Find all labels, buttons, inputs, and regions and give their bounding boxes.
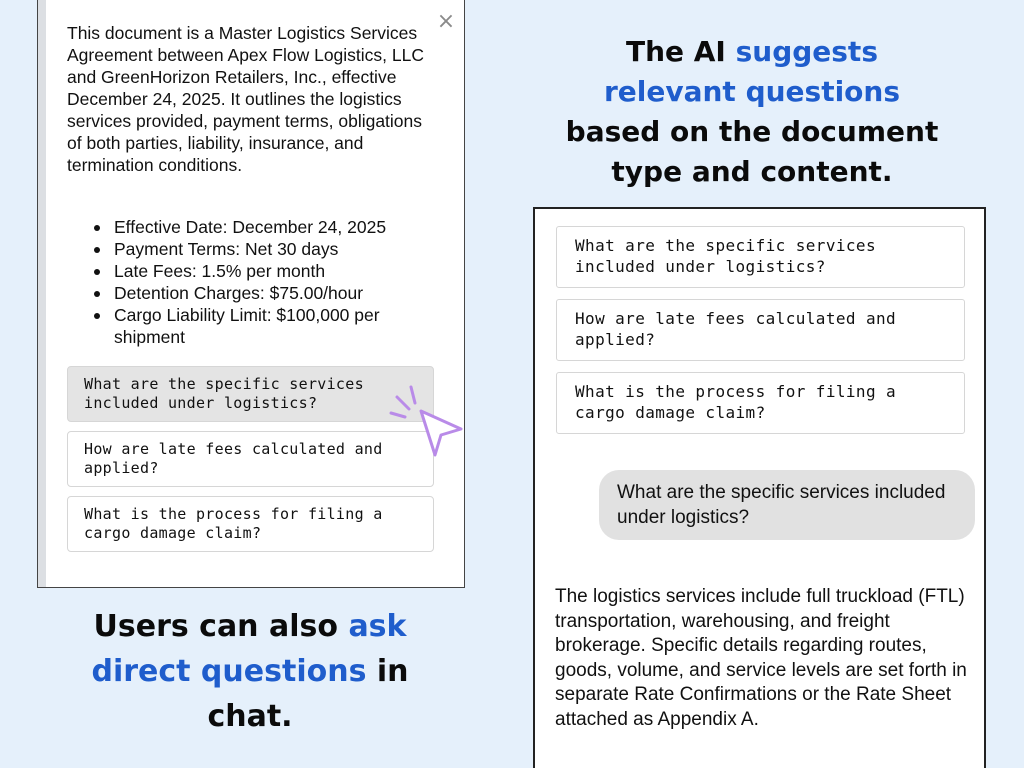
suggested-question-button[interactable]: What are the specific services included under logistics? xyxy=(67,366,434,422)
key-term-item: Late Fees: 1.5% per month xyxy=(94,260,454,282)
panel-scroll-edge xyxy=(38,0,46,587)
chat-panel xyxy=(533,207,986,768)
key-term-item: Cargo Liability Limit: $100,000 per shipment xyxy=(94,304,454,348)
ai-answer-text: The logistics services include full truckload (FTL) transportation, warehousing, and freight brokerage. Specific details regarding routes, goods, volume, and service levels are set forth in separate Rate Confirmations or the Rate Sheet attached as Appendix A. xyxy=(555,586,967,730)
headline-accent-text: ask direct questions xyxy=(91,609,407,689)
suggested-question-button[interactable]: How are late fees calculated and applied? xyxy=(556,299,965,361)
headline-text: The AI xyxy=(625,35,736,68)
key-term-item: Detention Charges: $75.00/hour xyxy=(94,282,454,304)
headline-text: Users can also xyxy=(93,609,349,644)
suggested-question-button[interactable]: What is the process for filing a cargo damage claim? xyxy=(556,372,965,434)
suggested-question-button[interactable]: What are the specific services included under logistics? xyxy=(556,226,965,288)
headline-accent-text: suggests relevant questions xyxy=(603,35,901,108)
key-terms-list xyxy=(94,216,454,348)
document-summary-panel xyxy=(37,0,465,588)
document-summary-text: This document is a Master Logistics Services Agreement between Apex Flow Logistics, LLC and GreenHorizon Retailers, Inc., effective December 24, 2025. It outlines the logistics services provided, payment terms, obligations of both parties, liability, insurance, and termination conditions. xyxy=(67,23,424,175)
suggested-question-button[interactable]: What is the process for filing a cargo damage claim? xyxy=(67,496,434,552)
key-term-item: Effective Date: December 24, 2025 xyxy=(94,216,454,238)
headline-suggestions xyxy=(565,32,939,192)
click-cursor-icon xyxy=(385,383,467,461)
headline-text: based on the document type and content. xyxy=(565,115,939,188)
headline-text: in chat. xyxy=(207,654,409,734)
suggested-question-button[interactable]: How are late fees calculated and applied? xyxy=(67,431,434,487)
user-message-bubble: What are the specific services included under logistics? xyxy=(599,470,975,540)
headline-direct-questions xyxy=(70,604,430,739)
close-icon[interactable]: × xyxy=(436,9,456,34)
key-term-item: Payment Terms: Net 30 days xyxy=(94,238,454,260)
